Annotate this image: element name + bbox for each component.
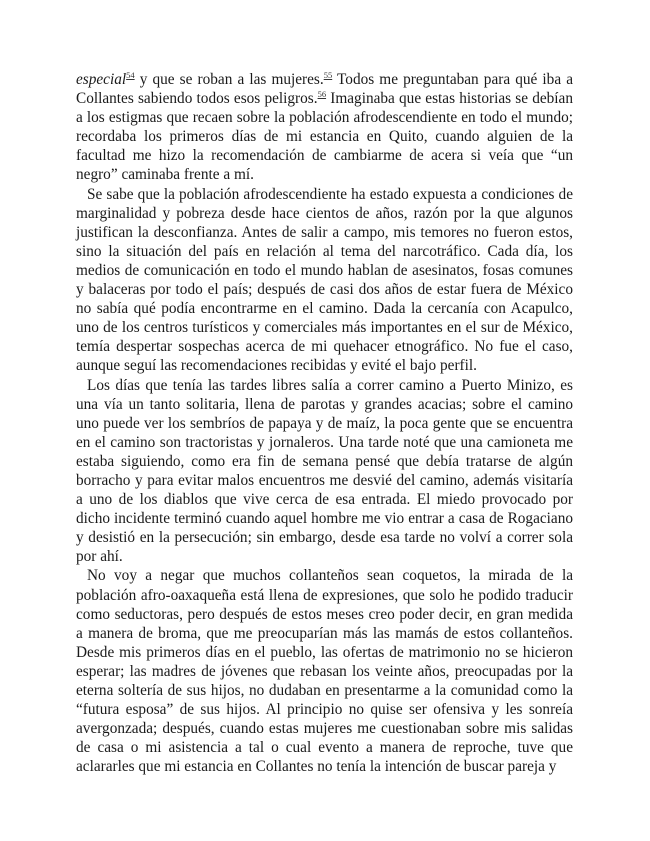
document-page	[76, 70, 573, 776]
paragraph-text: Los días que tenía las tardes libres salía a correr camino a Puerto Minizo, es una vía un tanto solitaria, llena de parotas y grandes acacias; sobre el camino uno puede ver los sembríos de papaya y de maíz, la poca gente que se encuentra en el camino son tractoristas y jornaleros. Una tarde noté que una camioneta me estaba siguiendo, como era fin de semana pensé que debía tratarse de algún borracho y para evitar malos encuentros me desvié del camino, además visitaría a uno de los diablos que vive cerca de esa entrada. El miedo provocado por dicho incidente terminó cuando aquel hombre me vio entrar a casa de Rogaciano y desistió en la persecución; sin embargo, desde esa tarde no volví a correr sola por ahí.	[76, 376, 573, 566]
paragraph-text: y que se roban a las mujeres.	[134, 71, 324, 88]
paragraph-text: Imaginaba que estas historias se debían a los estigmas que recaen sobre la población afrodescendiente en todo el mundo; recordaba los primeros días de mi estancia en Quito, cuando alguien de la facultad me hizo la recomendación de cambiarme de acera si veía que “un negro” caminaba frente a mí.	[76, 90, 573, 184]
paragraph-1	[76, 70, 573, 185]
paragraph-3	[76, 376, 573, 567]
paragraph-text: Se sabe que la población afrodescendiente ha estado expuesta a condiciones de marginalidad y pobreza desde hace cientos de años, razón por la que algunos justifican la desconfianza. Antes de salir a campo, mis temores no fueron estos, sino la situación del país en relación al tema del narcotráfico. Cada día, los medios de comunicación en todo el mundo hablan de asesinatos, fosas comunes y balaceras por todo el país; después de casi dos años de estar fuera de México no sabía qué podía encontrarme en el camino. Dada la cercanía con Acapulco, uno de los centros turísticos y comerciales más importantes en el sur de México, temía despertar sospechas acerca de mi quehacer etnográfico. No fue el caso, aunque seguí las recomendaciones recibidas y evité el bajo perfil.	[76, 185, 573, 375]
paragraph-2	[76, 185, 573, 376]
paragraph-text: Todos me preguntaban para qué iba a Collantes sabiendo todos esos peligros.	[76, 71, 574, 108]
footnote-ref-56[interactable]: 56	[317, 89, 327, 100]
emphasis-text: especial	[76, 71, 127, 88]
footnote-ref-55[interactable]: 55	[323, 70, 333, 81]
paragraph-text: No voy a negar que muchos collanteños sean coquetos, la mirada de la población afro-oaxaqueña está llena de expresiones, que solo he podido traducir como seductoras, pero después de estos meses creo poder decir, en gran medida a manera de broma, que me preocuparían más las mamás de estos collanteños. Desde mis primeros días en el pueblo, las ofertas de matrimonio no se hicieron esperar; las madres de jóvenes que rebasan los veinte años, preocupadas por la eterna soltería de sus hijos, no dudaban en presentarme a la comunidad como la “futura esposa” de sus hijos. Al principio no quise ser ofensiva y les sonreía avergonzada; después, cuando estas mujeres me cuestionaban sobre mis salidas de casa o mi asistencia a tal o cual evento a manera de reproche, tuve que aclararles que mi estancia en Collantes no tenía la intención de buscar pareja y	[76, 567, 573, 776]
paragraph-4	[76, 566, 573, 776]
footnote-ref-54[interactable]: 54	[126, 70, 135, 81]
